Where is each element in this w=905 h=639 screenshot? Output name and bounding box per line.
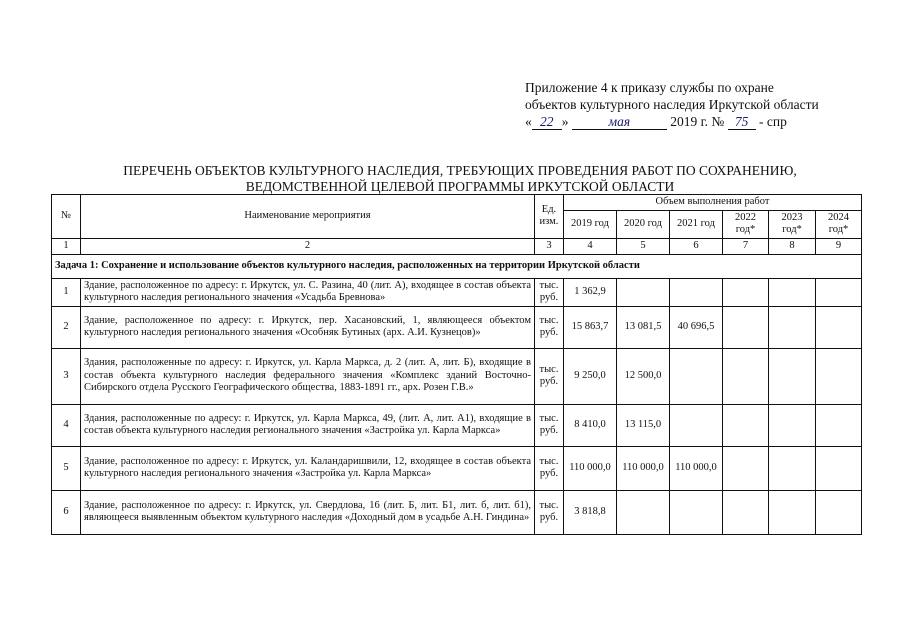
table-row xyxy=(52,490,862,534)
value-2024 xyxy=(816,348,862,404)
value-2021 xyxy=(670,278,723,306)
row-name: Здания, расположенные по адресу: г. Иркутск, ул. Карла Маркса, д. 2 (лит. А, лит. Б), входящие в состав объекта культурного наследия федерального значения «Комплекс зданий Восточно-Сибирского отдела Русского Географического общества, 1883-1891 гг., арх. Розен Г.В.» xyxy=(81,348,535,404)
index-cell: 3 xyxy=(535,238,564,254)
value-2020: 13 115,0 xyxy=(617,404,670,446)
value-2022 xyxy=(723,490,769,534)
value-2022 xyxy=(723,278,769,306)
title-line-2: ВЕДОМСТВЕННОЙ ЦЕЛЕВОЙ ПРОГРАММЫ ИРКУТСКОЙ ОБЛАСТИ xyxy=(245,179,675,194)
table-row xyxy=(52,404,862,446)
index-cell: 5 xyxy=(617,238,670,254)
approval-year: 2019 г. № xyxy=(670,114,725,129)
value-2023 xyxy=(769,278,816,306)
value-2019: 9 250,0 xyxy=(564,348,617,404)
value-2020: 12 500,0 xyxy=(617,348,670,404)
row-name: Здание, расположенное по адресу: г. Иркутск, ул. Свердлова, 16 (лит. Б, лит. Б1, лит. б, лит. б1), являющееся выявленным объектом культурного наследия «Доходный дом в усадьбе А.Н. Гиндина» xyxy=(81,490,535,534)
value-2022 xyxy=(723,306,769,348)
quote-close: » xyxy=(561,114,569,129)
value-2019: 15 863,7 xyxy=(564,306,617,348)
approval-suffix: - спр xyxy=(759,114,787,129)
index-cell: 9 xyxy=(816,238,862,254)
header-year: 2021 год xyxy=(670,210,723,238)
document-title xyxy=(60,163,860,195)
quote-open: « xyxy=(525,114,532,129)
value-2022 xyxy=(723,446,769,490)
value-2022 xyxy=(723,348,769,404)
header-num: № xyxy=(52,195,81,239)
row-unit: тыс. руб. xyxy=(535,278,564,306)
handwritten-month: мая xyxy=(572,115,667,130)
approval-date-line xyxy=(525,113,895,130)
value-2020 xyxy=(617,278,670,306)
value-2024 xyxy=(816,278,862,306)
task-title: Задача 1: Сохранение и использование объектов культурного наследия, расположенных на территории Иркутской области xyxy=(52,254,862,278)
value-2019: 8 410,0 xyxy=(564,404,617,446)
approval-block xyxy=(525,79,895,130)
value-2024 xyxy=(816,446,862,490)
header-row-1 xyxy=(52,195,862,211)
value-2021 xyxy=(670,404,723,446)
index-cell: 2 xyxy=(81,238,535,254)
approval-line-1: Приложение 4 к приказу службы по охране xyxy=(525,80,774,95)
value-2023 xyxy=(769,490,816,534)
row-number: 2 xyxy=(52,306,81,348)
row-number: 4 xyxy=(52,404,81,446)
value-2021: 40 696,5 xyxy=(670,306,723,348)
index-cell: 7 xyxy=(723,238,769,254)
row-unit: тыс. руб. xyxy=(535,490,564,534)
header-year: 2020 год xyxy=(617,210,670,238)
value-2019: 1 362,9 xyxy=(564,278,617,306)
row-name: Здания, расположенные по адресу: г. Иркутск, ул. Карла Маркса, 49, (лит. А, лит. А1), входящие в состав объекта культурного наследия регионального значения «Застройка ул. Карла Маркса» xyxy=(81,404,535,446)
table-row xyxy=(52,306,862,348)
value-2023 xyxy=(769,446,816,490)
row-unit: тыс. руб. xyxy=(535,404,564,446)
header-unit: Ед. изм. xyxy=(535,195,564,239)
value-2023 xyxy=(769,348,816,404)
value-2020 xyxy=(617,490,670,534)
header-name: Наименование мероприятия xyxy=(81,195,535,239)
value-2021 xyxy=(670,348,723,404)
value-2024 xyxy=(816,306,862,348)
header-year: 2019 год xyxy=(564,210,617,238)
value-2024 xyxy=(816,490,862,534)
table-row xyxy=(52,348,862,404)
approval-line-2: объектов культурного наследия Иркутской области xyxy=(525,97,819,112)
value-2021: 110 000,0 xyxy=(670,446,723,490)
value-2023 xyxy=(769,404,816,446)
row-number: 5 xyxy=(52,446,81,490)
value-2024 xyxy=(816,404,862,446)
index-cell: 8 xyxy=(769,238,816,254)
index-cell: 1 xyxy=(52,238,81,254)
handwritten-number: 75 xyxy=(728,115,756,130)
row-unit: тыс. руб. xyxy=(535,348,564,404)
title-line-1: ПЕРЕЧЕНЬ ОБЪЕКТОВ КУЛЬТУРНОГО НАСЛЕДИЯ, ТРЕБУЮЩИХ ПРОВЕДЕНИЯ РАБОТ ПО СОХРАНЕНИЮ, xyxy=(123,163,797,178)
header-year: 2022 год* xyxy=(723,210,769,238)
table-row xyxy=(52,446,862,490)
value-2019: 3 818,8 xyxy=(564,490,617,534)
value-2020: 110 000,0 xyxy=(617,446,670,490)
row-number: 1 xyxy=(52,278,81,306)
row-unit: тыс. руб. xyxy=(535,306,564,348)
header-volume: Объем выполнения работ xyxy=(564,195,862,211)
value-2023 xyxy=(769,306,816,348)
value-2021 xyxy=(670,490,723,534)
task-row xyxy=(52,254,862,278)
row-number: 6 xyxy=(52,490,81,534)
value-2022 xyxy=(723,404,769,446)
header-year: 2024 год* xyxy=(816,210,862,238)
handwritten-day: 22 xyxy=(532,115,562,130)
row-name: Здание, расположенное по адресу: г. Иркутск, ул. Каландаришвили, 12, входящее в состав объекта культурного наследия регионального значения «Застройка ул. Карла Маркса» xyxy=(81,446,535,490)
table-row xyxy=(52,278,862,306)
value-2019: 110 000,0 xyxy=(564,446,617,490)
row-name: Здание, расположенное по адресу: г. Иркутск, пер. Хасановский, 1, являющееся объектом культурного наследия регионального значения «Особняк Бутиных (арх. А.И. Кузнецов)» xyxy=(81,306,535,348)
row-unit: тыс. руб. xyxy=(535,446,564,490)
index-cell: 4 xyxy=(564,238,617,254)
header-year: 2023 год* xyxy=(769,210,816,238)
works-table xyxy=(51,194,862,535)
row-name: Здание, расположенное по адресу: г. Иркутск, ул. С. Разина, 40 (лит. А), входящее в состав объекта культурного наследия регионального значения «Усадьба Бревнова» xyxy=(81,278,535,306)
value-2020: 13 081,5 xyxy=(617,306,670,348)
index-cell: 6 xyxy=(670,238,723,254)
index-row xyxy=(52,238,862,254)
row-number: 3 xyxy=(52,348,81,404)
